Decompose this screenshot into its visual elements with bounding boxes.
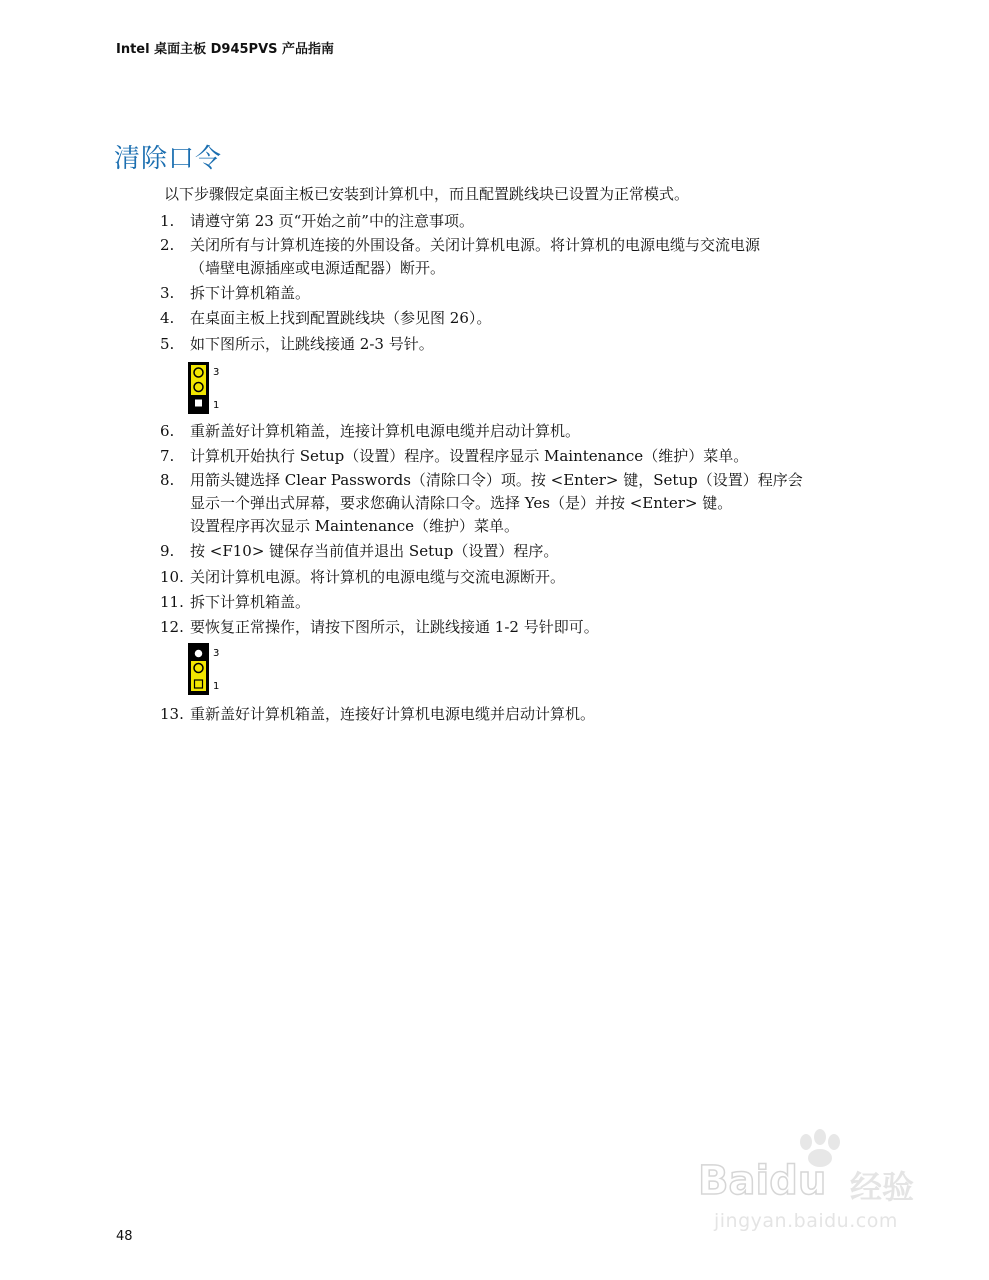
pin-label-3: 3 <box>213 648 220 659</box>
pin-label-1: 1 <box>213 400 220 411</box>
pin-3 <box>194 368 203 377</box>
intro-paragraph: 以下步骤假定桌面主板已安装到计算机中，而且配置跳线块已设置为正常模式。 <box>164 185 690 203</box>
step-13: 13. 重新盖好计算机箱盖，连接好计算机电源电缆并启动计算机。 <box>160 705 596 723</box>
step-9: 9. 按 <F10> 键保存当前值并退出 Setup（设置）程序。 <box>160 542 559 560</box>
baidu-jingyan-watermark <box>686 1128 936 1238</box>
running-header: Intel 桌面主板 D945PVS 产品指南 <box>116 42 335 57</box>
pin-2 <box>194 664 203 673</box>
jumper-1-2-graphic <box>188 643 228 695</box>
step-5: 5. 如下图所示，让跳线接通 2-3 号针。 <box>160 335 434 353</box>
pin-1 <box>195 399 203 407</box>
jumper-diagram-1-2 <box>188 643 228 699</box>
step-12: 12. 要恢复正常操作，请按下图所示，让跳线接通 1-2 号针即可。 <box>160 618 599 636</box>
step-10: 10. 关闭计算机电源。将计算机的电源电缆与交流电源断开。 <box>160 568 566 586</box>
jumper-2-3-graphic <box>188 362 228 414</box>
pin-3 <box>194 649 203 658</box>
watermark-brand: Baidu <box>698 1158 827 1204</box>
pin-2 <box>194 383 203 392</box>
step-11: 11. 拆下计算机箱盖。 <box>160 593 311 611</box>
section-title: 清除口令 <box>114 144 223 174</box>
pin-1 <box>195 680 203 688</box>
step-4: 4. 在桌面主板上找到配置跳线块（参见图 26）。 <box>160 309 492 327</box>
step-2: 2. 关闭所有与计算机连接的外围设备。关闭计算机电源。将计算机的电源电缆与交流电源 （墙壁电源插座或电源适配器）断开。 <box>160 236 761 277</box>
pin-label-3: 3 <box>213 367 220 378</box>
jumper-diagram-2-3 <box>188 362 228 418</box>
step-8: 8. 用箭头键选择 Clear Passwords（清除口令）项。按 <Enter> 键，Setup（设置）程序会 显示一个弹出式屏幕，要求您确认清除口令。选择 Yes（是）并按 <Enter> 键。 设置程序再次显示 Maintenance（维护）菜单。 <box>160 471 803 535</box>
page-number: 48 <box>116 1229 133 1244</box>
pin-label-1: 1 <box>213 681 220 692</box>
step-6: 6. 重新盖好计算机箱盖，连接计算机电源电缆并启动计算机。 <box>160 422 581 440</box>
watermark-brand-cn: 经验 <box>850 1168 915 1206</box>
step-7: 7. 计算机开始执行 Setup（设置）程序。设置程序显示 Maintenance（维护）菜单。 <box>160 447 749 465</box>
watermark-url: jingyan.baidu.com <box>714 1210 898 1232</box>
step-3: 3. 拆下计算机箱盖。 <box>160 284 311 302</box>
step-1: 1. 请遵守第 23 页“开始之前”中的注意事项。 <box>160 212 474 230</box>
